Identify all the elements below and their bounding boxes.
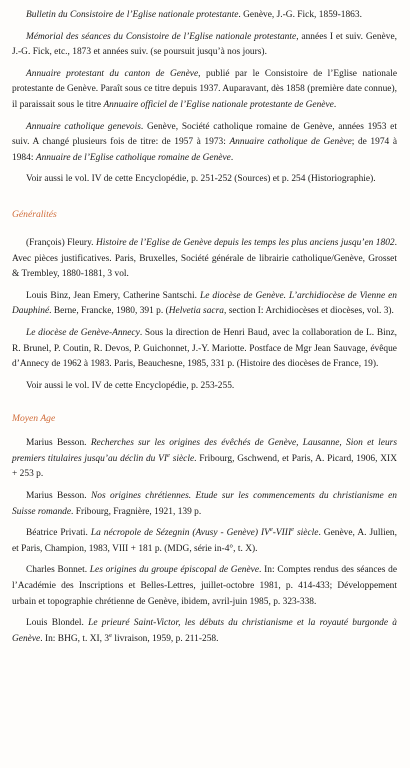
section-heading-generalites: Généralités <box>12 208 57 220</box>
entry-annuaire-catholique: Annuaire catholique genevois. Genève, Société catholique romaine de Genève, années 1953 et suiv. A changé plusieurs fois de titre: de 1957 à 1973: Annuaire catholique de Genève; de 1974 à 1984: Annuaire de l’Eglise catholique romaine de Genève. <box>12 121 397 163</box>
entry-privati: Béatrice Privati. La nécropole de Sézegnin (Avusy - Genève) IVe-VIIIe siècle. Genève, A. Jullien, et Paris, Champion, 1983, VIII + 181 p. (MDG, série in-4°, t. X). <box>12 526 398 554</box>
section-heading-moyen-age: Moyen Age <box>12 413 56 425</box>
entry-annuaire-protestant: Annuaire protestant du canton de Genève, publié par le Consistoire de l’Eglise nationale protestante de Genève. Paraît sous ce titre depuis 1937. Auparavant, dès 1858 (première date connue), il paraissait sous le titre Annuaire officiel de l’Eglise nationale protestante de Genève. <box>12 68 397 110</box>
entry-besson-origines: Marius Besson. Nos origines chrétiennes. Etude sur les commencements du christianisme en Suisse romande. Fribourg, Fragnière, 1921, 139 p. <box>12 491 397 517</box>
entry-bonnet: Charles Bonnet. Les origines du groupe épiscopal de Genève. In: Comptes rendus des séances de l’Académie des Inscriptions et Belles-Lettres, juillet-octobre 1981, p. 414-433; Développement urbain et topographie chrétienne de Genève, ibidem, avril-juin 1985, p. 323-338. <box>12 565 397 607</box>
entry-besson-recherches: Marius Besson. Recherches sur les origines des évêchés de Genève, Lausanne, Sion et leurs premiers titulaires jusqu’au déclin du VIe siècle. Fribourg, Gschwend, et Paris, A. Picard, 1906, XIX + 253 p. <box>12 438 397 480</box>
entry-bulletin-consistoire: Bulletin du Consistoire de l’Eglise nationale protestante. Genève, J.-G. Fick, 1859-1863. <box>26 10 362 20</box>
entry-voir-aussi-generalites: Voir aussi le vol. IV de cette Encyclopédie, p. 253-255. <box>26 380 235 391</box>
entry-binz-emery-santschi: Louis Binz, Jean Emery, Catherine Santschi. Le diocèse de Genève. L’archidiocèse de Vienne en Dauphiné. Berne, Francke, 1980, 391 p. (Helvetia sacra, section I: Archidiocèses et diocèses, vol. 3). <box>12 290 397 317</box>
entry-memorial-seances: Mémorial des séances du Consistoire de l’Eglise nationale protestante, années I et suiv. Genève, J.-G. Fick, etc., 1873 et années suiv. (se poursuit jusqu’à nos jours). <box>12 31 397 58</box>
entry-blondel: Louis Blondel. Le prieuré Saint-Victor, les débuts du christianisme et la royauté burgonde à Genève. In: BHG, t. XI, 3e livraison, 1959, p. 211-258. <box>12 618 397 644</box>
entry-voir-aussi-sources: Voir aussi le vol. IV de cette Encyclopédie, p. 251-252 (Sources) et p. 254 (Historiographie). <box>26 174 376 185</box>
entry-diocese-geneve-annecy: Le diocèse de Genève-Annecy. Sous la direction de Henri Baud, avec la collaboration de L. Binz, R. Brunel, P. Coutin, R. Devos, P. Guichonnet, J.-Y. Mariotte. Postface de Mgr Jean Sauvage, évêque d’Annecy de 1962 à 1983. Paris, Beauchesne, 1985, 331 p. (Histoire des diocèses de France, 19). <box>12 327 397 370</box>
entry-fleury: (François) Fleury. Histoire de l’Eglise de Genève depuis les temps les plus anciens jusqu’en 1802. Avec pièces justificatives. Paris, Bruxelles, Société générale de librairie catholique/Genève, Grosset & Trembley, 1880-1881, 3 vol. <box>12 237 397 280</box>
